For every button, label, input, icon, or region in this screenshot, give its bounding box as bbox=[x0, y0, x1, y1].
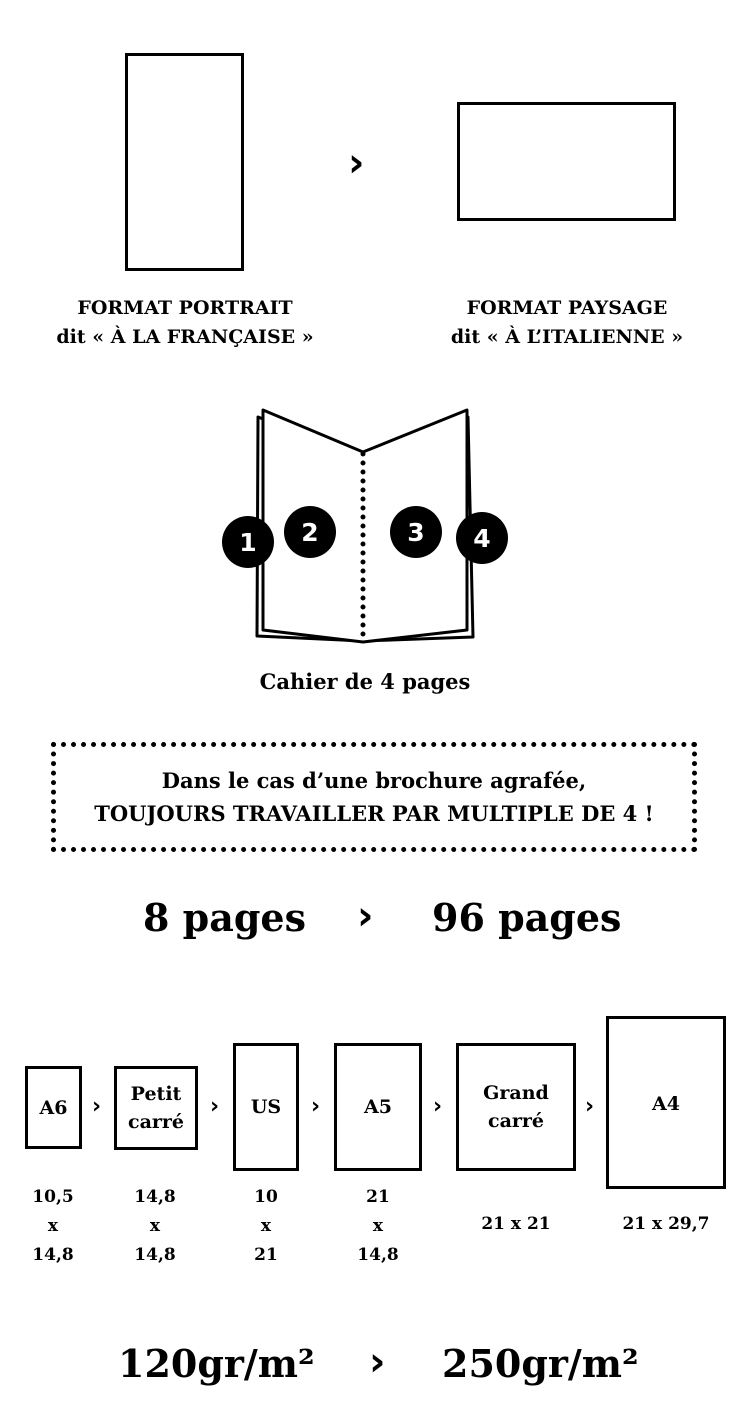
format-petit-carre-shape bbox=[114, 1066, 198, 1150]
booklet-caption: Cahier de 4 pages bbox=[259, 669, 471, 694]
landscape-caption bbox=[412, 294, 722, 352]
paper-weight-arrow-icon: › bbox=[369, 1339, 386, 1385]
format-arrow-icon-4: › bbox=[433, 1094, 443, 1119]
page-badge-3 bbox=[390, 506, 442, 558]
format-us-height: 21 bbox=[254, 1245, 278, 1265]
landscape-caption-line2: dit « À L’ITALIENNE » bbox=[450, 326, 684, 348]
page-range-arrow-icon: › bbox=[357, 893, 374, 939]
format-us-shape bbox=[233, 1043, 299, 1171]
format-a5-x: x bbox=[372, 1216, 384, 1236]
paper-weight-max: 250gr/m² bbox=[442, 1341, 639, 1386]
paper-weight-min: 120gr/m² bbox=[118, 1341, 315, 1386]
format-petit-carre-height: 14,8 bbox=[134, 1245, 176, 1265]
page-badge-1-label: 1 bbox=[239, 528, 257, 557]
format-a5-label: A5 bbox=[364, 1096, 392, 1118]
format-us-dims bbox=[226, 1183, 306, 1270]
page-badge-4 bbox=[456, 512, 508, 564]
format-a6-height: 14,8 bbox=[32, 1245, 74, 1265]
format-arrow-icon-3: › bbox=[311, 1094, 321, 1119]
format-grand-carre-label-line1: Grand bbox=[483, 1082, 549, 1104]
format-grand-carre-label-line2: carré bbox=[488, 1110, 544, 1132]
format-a6-width: 10,5 bbox=[32, 1187, 74, 1207]
format-a4-label: A4 bbox=[652, 1093, 680, 1115]
landscape-shape bbox=[457, 102, 676, 221]
format-a5-dims bbox=[338, 1183, 418, 1270]
portrait-caption bbox=[30, 294, 340, 352]
portrait-caption-line1: FORMAT PORTRAIT bbox=[77, 297, 293, 319]
format-a4-shape bbox=[606, 1016, 726, 1189]
format-a5-shape bbox=[334, 1043, 422, 1171]
stapled-brochure-notice bbox=[51, 742, 697, 852]
format-arrow-icon-1: › bbox=[92, 1094, 102, 1119]
format-arrow-icon-5: › bbox=[585, 1094, 595, 1119]
booklet-illustration bbox=[210, 400, 530, 650]
format-a6-label: A6 bbox=[39, 1096, 68, 1119]
page-badge-2 bbox=[284, 506, 336, 558]
page-badge-2-label: 2 bbox=[301, 518, 319, 547]
format-a6-dims bbox=[13, 1183, 93, 1270]
page-badge-3-label: 3 bbox=[407, 518, 425, 547]
format-grand-carre-dims: 21 x 21 bbox=[481, 1214, 551, 1234]
portrait-shape bbox=[125, 53, 244, 271]
format-a5-height: 14,8 bbox=[357, 1245, 399, 1265]
notice-line2: TOUJOURS TRAVAILLER PAR MULTIPLE DE 4 ! bbox=[94, 801, 654, 826]
page-range-min: 8 pages bbox=[143, 895, 307, 940]
format-petit-carre-width: 14,8 bbox=[134, 1187, 176, 1207]
orientation-arrow-icon: › bbox=[348, 140, 365, 186]
format-a4-dims: 21 x 29,7 bbox=[622, 1214, 710, 1234]
format-a6-shape bbox=[25, 1066, 82, 1149]
landscape-caption-line1: FORMAT PAYSAGE bbox=[466, 297, 668, 319]
portrait-caption-line2: dit « À LA FRANÇAISE » bbox=[56, 326, 314, 348]
format-arrow-icon-2: › bbox=[210, 1094, 220, 1119]
page-badge-1 bbox=[222, 516, 274, 568]
format-a5-width: 21 bbox=[366, 1187, 390, 1207]
format-petit-carre-label-line1: Petit bbox=[130, 1083, 182, 1105]
format-a6-x: x bbox=[47, 1216, 59, 1236]
page-badge-4-label: 4 bbox=[473, 524, 491, 553]
format-petit-carre-x: x bbox=[149, 1216, 161, 1236]
format-us-x: x bbox=[260, 1216, 272, 1236]
format-petit-carre-dims bbox=[115, 1183, 195, 1270]
page-range-max: 96 pages bbox=[432, 895, 622, 940]
notice-line1: Dans le cas d’une brochure agrafée, bbox=[161, 768, 587, 793]
format-grand-carre-shape bbox=[456, 1043, 576, 1171]
format-petit-carre-label-line2: carré bbox=[128, 1111, 184, 1133]
format-us-label: US bbox=[250, 1096, 282, 1118]
format-us-width: 10 bbox=[254, 1187, 278, 1207]
